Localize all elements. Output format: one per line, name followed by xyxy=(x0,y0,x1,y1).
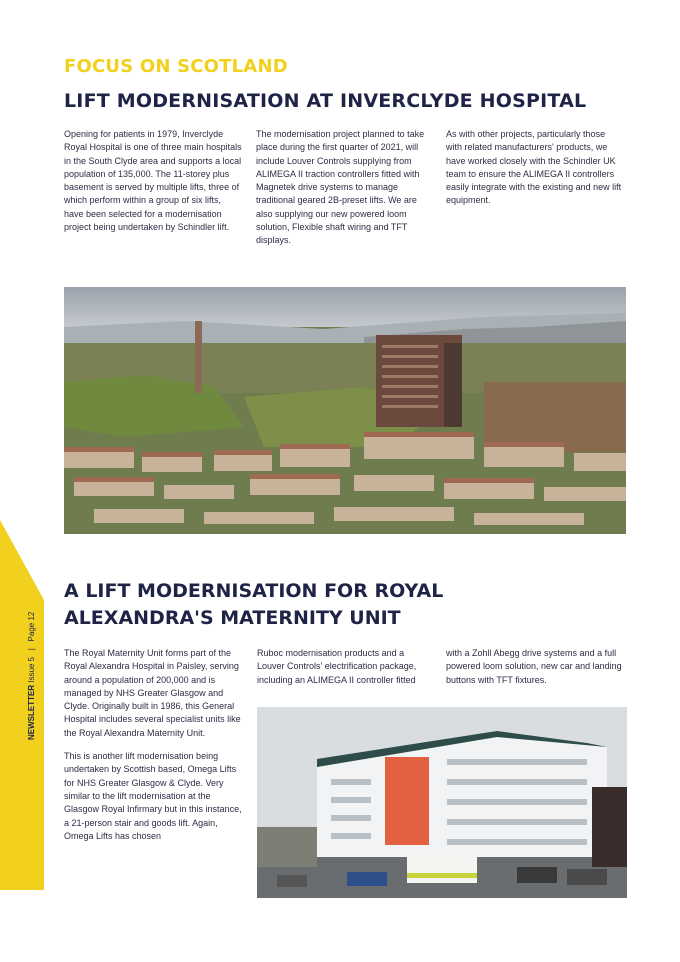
newsletter-label: NEWSLETTER xyxy=(27,684,36,740)
article1-title: LIFT MODERNISATION AT INVERCLYDE HOSPITAL xyxy=(64,90,587,112)
issue-label: Issue 5 xyxy=(27,656,36,683)
page-number: Page 12 xyxy=(27,611,36,642)
article2-col1-para1: The Royal Maternity Unit forms part of the Royal Alexandra Hospital in Paisley, serving around a population of 200,000 and is managed by NHS Greater Glasgow and Clyde. Originally built in 1986, this General Hospital includes several specialist units like the Royal Alexandra Maternity Unit. xyxy=(64,648,241,738)
inverclyde-hospital-photo xyxy=(64,287,626,534)
article2-column-1 xyxy=(64,647,242,853)
article1-col3-text: As with other projects, particularly those with related manufacturers' products, we have worked closely with the Schindler UK team to ensure the ALIMEGA II controllers easily integrate with the existing and new lift equipment. xyxy=(446,129,622,206)
sidebar-tab xyxy=(0,520,44,890)
article1-column-3 xyxy=(446,128,622,218)
article2-column-2 xyxy=(257,647,433,697)
section-kicker: FOCUS ON SCOTLAND xyxy=(64,56,288,77)
article2-col3-text: with a Zohll Abegg drive systems and a full powered loom solution, new car and landing buttons with TFT fixtures. xyxy=(446,648,622,685)
article2-title: A LIFT MODERNISATION FOR ROYAL ALEXANDRA'S MATERNITY UNIT xyxy=(64,580,444,629)
article1-column-2 xyxy=(256,128,432,258)
article2-column-3 xyxy=(446,647,622,697)
sidebar-footer-text: NEWSLETTER Issue 5 | Page 12 xyxy=(27,611,36,740)
article1-col1-text: Opening for patients in 1979, Inverclyde Royal Hospital is one of three main hospitals in the South Clyde area and supports a local population of 135,000. The 11-storey plus basement is served by multiple lifts, three of which perform within a group of six lifts, have been selected for a modernisation project being undertaken by Schindler lift. xyxy=(64,129,242,233)
article2-col2-text: Ruboc modernisation products and a Louver Controls' electrification package, including an ALIMEGA II controller fitted xyxy=(257,648,417,685)
article1-col2-text: The modernisation project planned to take place during the first quarter of 2021, will include Louver Controls supplying from ALIMEGA II traction controllers fitted with Magnetek drive systems to manage traditional geared 2B-preset lifts. We are also supplying our new powered loom solution, Flexible shaft wiring and TFT displays. xyxy=(256,129,425,246)
article2-col1-para2: This is another lift modernisation being undertaken by Scottish based, Omega Lifts for NHS Greater Glasgow & Clyde. Very similar to the lift modernisation at the Glasgow Royal Infirmary but in this instance, a 21-person stair and goods lift. Again, Omega Lifts has chosen xyxy=(64,751,242,841)
royal-alexandra-maternity-photo xyxy=(257,707,627,898)
article1-column-1 xyxy=(64,128,242,244)
